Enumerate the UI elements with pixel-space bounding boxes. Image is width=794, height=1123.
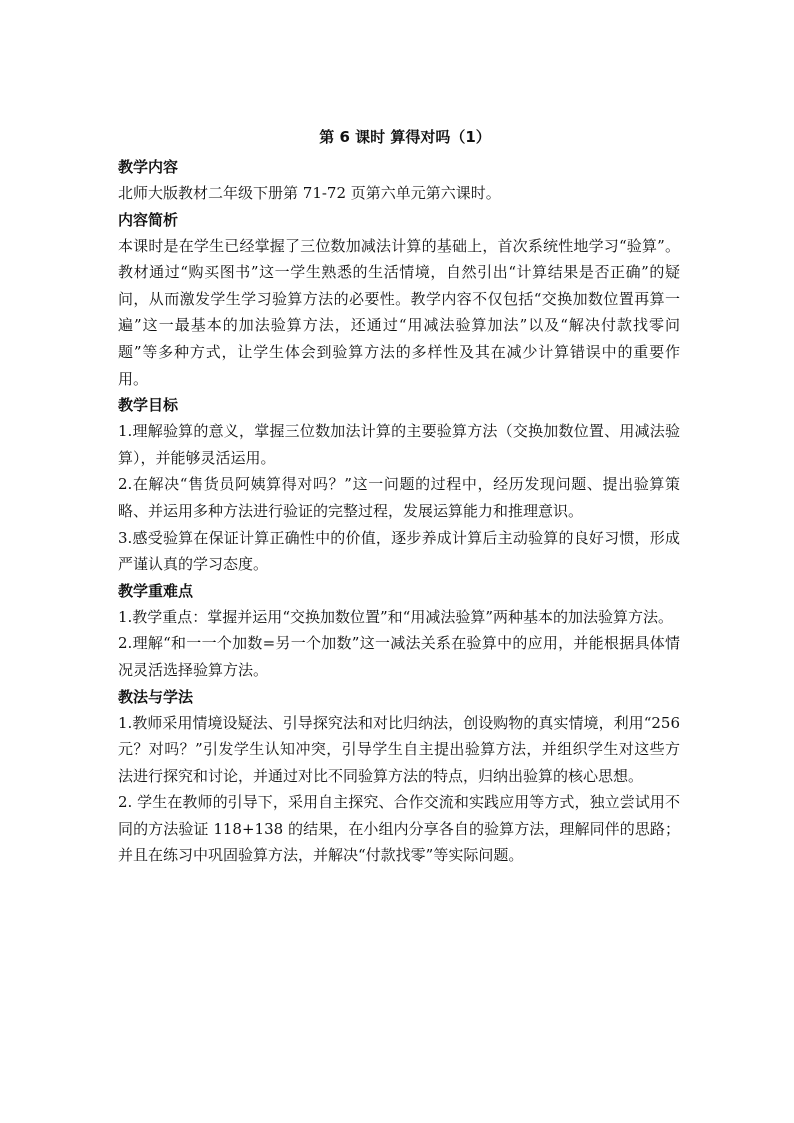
paragraph: 1.理解验算的意义，掌握三位数加法计算的主要验算方法（交换加数位置、用减法验算），并能够灵活运用。 bbox=[118, 422, 680, 467]
paragraph: 2.理解“和一一个加数=另一个加数”这一减法关系在验算中的应用，并能根据具体情况灵活选择验算方法。 bbox=[118, 634, 680, 679]
paragraph: 本课时是在学生已经掌握了三位数加减法计算的基础上，首次系统性地学习“验算”。教材通过“购买图书”这一学生熟悉的生活情境，自然引出“计算结果是否正确”的疑问，从而激发学生学习验算方法的必要性。教学内容不仅包括“交换加数位置再算一遍”这一最基本的加法验算方法，还通过“用减法验算加法”以及“解决付款找零问题”等多种方式，让学生体会到验算方法的多样性及其在减少计算错误中的重要作用。 bbox=[118, 236, 680, 388]
section-teaching-goals bbox=[118, 392, 680, 578]
paragraph: 2.在解决“售货员阿姨算得对吗？”这一问题的过程中，经历发现问题、提出验算策略、并运用多种方法进行验证的完整过程，发展运算能力和推理意识。 bbox=[118, 475, 680, 520]
section-heading: 内容简析 bbox=[118, 210, 179, 229]
document-page bbox=[118, 127, 680, 869]
paragraph: 2. 学生在教师的引导下，采用自主探究、合作交流和实践应用等方式，独立尝试用不同的方法验证 118+138 的结果，在小组内分享各自的验算方法，理解同伴的思路；并且在练习中巩固验算方法，并解决“付款找零”等实际问题。 bbox=[118, 793, 680, 865]
paragraph: 1.教学重点：掌握并运用“交换加数位置”和“用减法验算”两种基本的加法验算方法。 bbox=[118, 607, 673, 626]
paragraph: 3.感受验算在保证计算正确性中的价值，逐步养成计算后主动验算的良好习惯，形成严谨认真的学习态度。 bbox=[118, 528, 680, 574]
paragraph: 1.教师采用情境设疑法、引导探究法和对比归纳法，创设购物的真实情境，利用“256 元？对吗？”引发学生认知冲突，引导学生自主提出验算方法，并组织学生对这些方法进行探究和讨论，并通过对比不同验算方法的特点，归纳出验算的核心思想。 bbox=[118, 713, 680, 785]
document-title: 第 6 课时 算得对吗（1） bbox=[319, 128, 491, 146]
paragraph: 北师大版教材二年级下册第 71-72 页第六单元第六课时。 bbox=[118, 184, 501, 202]
section-heading: 教学目标 bbox=[118, 396, 179, 415]
section-key-points bbox=[118, 578, 680, 684]
section-teaching-content bbox=[118, 154, 680, 207]
section-heading: 教法与学法 bbox=[118, 687, 194, 706]
section-content-analysis bbox=[118, 207, 680, 393]
section-heading: 教学内容 bbox=[118, 158, 179, 176]
section-heading: 教学重难点 bbox=[118, 581, 194, 600]
section-methods bbox=[118, 684, 680, 870]
